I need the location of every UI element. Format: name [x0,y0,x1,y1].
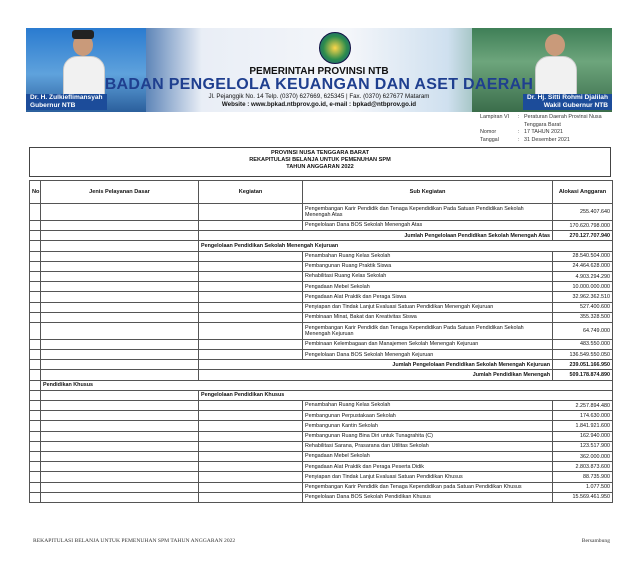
table-row [30,431,613,441]
sub-kegiatan-cell: Pengelolaan Dana BOS Sekolah Menengah Kejuruan [303,350,553,360]
footer-title: REKAPITULASI BELANJA UNTUK PEMENUHAN SPM TAHUN ANGGARAN 2022 [33,538,236,544]
alokasi-cell: 15.569.461.950 [553,492,613,502]
total-label: Jumlah Pengelolaan Pendidikan Sekolah Menengah Atas [199,231,553,241]
table-row [30,401,613,411]
sub-kegiatan-cell: Pengembangan Karir Pendidik dan Tenaga Kependidikan Pada Satuan Pendidikan Sekolah Menengah Atas [303,204,553,221]
total-label: Jumlah Pendidikan Menengah [199,370,553,380]
alokasi-cell: 174.630.000 [553,411,613,421]
col-header: No [30,181,41,204]
alokasi-cell: 1.841.921.600 [553,421,613,431]
col-header: Kegiatan [199,181,303,204]
table-row [30,411,613,421]
alokasi-cell: 28.540.504.000 [553,251,613,261]
table-row [30,370,613,380]
spm-table [29,180,613,503]
sub-kegiatan-cell: Penyiapan dan Tindak Lanjut Evaluasi Satuan Pendidikan Menengah Kejuruan [303,302,553,312]
sub-kegiatan-cell: Pembangunan Ruang Praktik Siswa [303,261,553,271]
table-row [30,241,613,251]
jenis-pelayanan-heading: Pendidikan Khusus [41,380,613,390]
table-row [30,380,613,390]
table-row [30,339,613,349]
sub-kegiatan-cell: Rehabilitasi Ruang Kelas Sekolah [303,271,553,281]
sub-kegiatan-cell: Pengadaan Mebel Sekolah [303,282,553,292]
table-row [30,292,613,302]
alokasi-cell: 255.407.640 [553,204,613,221]
header-address: Jl. Pejanggik No. 14 Telp. (0370) 627669, 625345 | Fax. (0370) 627677 Mataram [208,93,430,100]
sub-kegiatan-cell: Pembangunan Perpustakaan Sekolah [303,411,553,421]
table-header-row [30,181,613,204]
alokasi-cell: 4.903.294.290 [553,271,613,281]
alokasi-cell: 2.257.894.480 [553,401,613,411]
sub-kegiatan-cell: Penambahan Ruang Kelas Sekolah [303,401,553,411]
table-row [30,261,613,271]
sub-kegiatan-cell: Penyiapan dan Tindak Lanjut Evaluasi Satuan Pendidikan Khusus [303,472,553,482]
table-row [30,312,613,322]
total-value: 509.178.874.890 [553,370,613,380]
governor-name-tag: Dr. H. Zulkieflimansyah Gubernur NTB [26,94,107,110]
sub-kegiatan-cell: Penambahan Ruang Kelas Sekolah [303,251,553,261]
alokasi-cell: 483.550.000 [553,339,613,349]
table-row [30,441,613,451]
header-title: PEMERINTAH PROVINSI NTB [249,66,389,77]
table-row [30,221,613,231]
sub-kegiatan-cell: Pembinaan Kelembagaan dan Manajemen Sekolah Menengah Kejuruan [303,339,553,349]
header-agency-name: BADAN PENGELOLA KEUANGAN DAN ASET DAERAH [104,76,534,93]
alokasi-cell: 170.620.798.000 [553,221,613,231]
table-row [30,390,613,400]
alokasi-cell: 123.517.900 [553,441,613,451]
table-row [30,251,613,261]
table-row [30,231,613,241]
sub-kegiatan-cell: Pembangunan Kantin Sekolah [303,421,553,431]
table-row [30,360,613,370]
alokasi-cell: 527.400.600 [553,302,613,312]
sub-kegiatan-cell: Pengadaan Alat Praktik dan Peraga Peserta Didik [303,462,553,472]
sub-kegiatan-cell: Pengelolaan Dana BOS Sekolah Menengah Atas [303,221,553,231]
alokasi-cell: 64.749.000 [553,322,613,339]
alokasi-cell: 1.077.500 [553,482,613,492]
alokasi-cell: 88.735.900 [553,472,613,482]
alokasi-cell: 32.962.362.510 [553,292,613,302]
table-row [30,322,613,339]
table-row [30,302,613,312]
sub-kegiatan-cell: Pengelolaan Dana BOS Sekolah Pendidikan Khusus [303,492,553,502]
vice-governor-name-tag: Dr. Hj. Sitti Rohmi Djalilah Wakil Gubernur NTB [523,94,612,110]
table-row [30,204,613,221]
footer-continued: Bersambung [581,538,610,544]
header-website: Website : www.bpkad.ntbprov.go.id, e-mail : bpkad@ntbprov.go.id [221,101,417,108]
sub-kegiatan-cell: Rehabilitasi Sarana, Prasarana dan Utilitas Sekolah [303,441,553,451]
col-header: Sub Kegiatan [303,181,553,204]
total-value: 239.051.166.950 [553,360,613,370]
alokasi-cell: 136.549.550.050 [553,350,613,360]
table-row [30,350,613,360]
alokasi-cell: 2.803.873.600 [553,462,613,472]
kegiatan-heading: Pengelolaan Pendidikan Khusus [199,390,613,400]
table-row [30,482,613,492]
sub-kegiatan-cell: Pengadaan Alat Praktik dan Peraga Siswa [303,292,553,302]
table-row [30,451,613,461]
report-heading: PROVINSI NUSA TENGGARA BARAT REKAPITULASI BELANJA UNTUK PEMENUHAN SPM TAHUN ANGGARAN 2022 [29,147,611,177]
table-row [30,282,613,292]
kegiatan-heading: Pengelolaan Pendidikan Sekolah Menengah Kejuruan [199,241,613,251]
total-value: 270.127.707.940 [553,231,613,241]
ntb-logo-icon [319,32,351,64]
lampiran-block: Lampiran VI : Peraturan Daerah Provinsi Nusa Tenggara Barat Nomor : 17 TAHUN 2021 Tanggal : 31 Desember 2021 [480,114,602,143]
sub-kegiatan-cell: Pembangunan Ruang Bina Diri untuk Tunagrahita (C) [303,431,553,441]
alokasi-cell: 362.000.000 [553,451,613,461]
sub-kegiatan-cell: Pengadaan Mebel Sekolah [303,451,553,461]
table-row [30,472,613,482]
total-label: Jumlah Pengelolaan Pendidikan Sekolah Menengah Kejuruan [199,360,553,370]
alokasi-cell: 10.000.000.000 [553,282,613,292]
col-header: Alokasi Anggaran [553,181,613,204]
table-row [30,421,613,431]
alokasi-cell: 162.940.000 [553,431,613,441]
alokasi-cell: 355.328.500 [553,312,613,322]
table-row [30,492,613,502]
table-row [30,271,613,281]
sub-kegiatan-cell: Pengembangan Karir Pendidik dan Tenaga Kependidikan pada Satuan Pendidikan Khusus [303,482,553,492]
table-row [30,462,613,472]
header-banner [26,28,612,112]
alokasi-cell: 24.464.628.000 [553,261,613,271]
col-header: Jenis Pelayanan Dasar [41,181,199,204]
sub-kegiatan-cell: Pembinaan Minat, Bakat dan Kreativitas Siswa [303,312,553,322]
sub-kegiatan-cell: Pengembangan Karir Pendidik dan Tenaga Kependidikan Pada Satuan Pendidikan Sekolah Menengah Kejuruan [303,322,553,339]
